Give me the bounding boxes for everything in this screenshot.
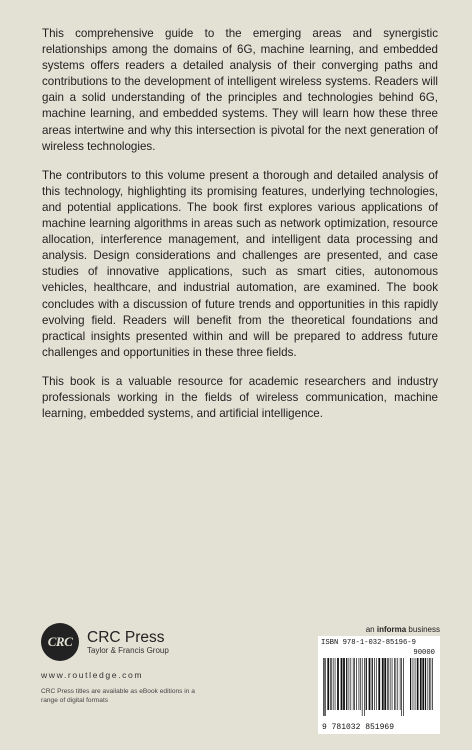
barcode-bar xyxy=(364,658,365,716)
barcode-bar xyxy=(359,658,360,710)
barcode-bar xyxy=(420,658,422,710)
barcode-bar xyxy=(428,658,429,710)
barcode-bar xyxy=(378,658,380,710)
barcode-bar xyxy=(382,658,384,710)
barcode xyxy=(318,636,440,734)
barcode-bar xyxy=(327,658,329,710)
barcode-bar xyxy=(401,658,402,716)
back-cover-blurb xyxy=(42,26,438,435)
barcode-bar xyxy=(330,658,331,710)
barcode-bar xyxy=(333,658,334,710)
barcode-bars xyxy=(322,658,436,718)
blurb-paragraph: The contributors to this volume present a thorough and detailed analysis of this technology, highlighting its promising features, underlying technologies, and potential applications. The book first explores various applications of machine learning algorithms in areas such as network optimization, resource allocation, interference management, and intelligent data processing and analysis. Design considerations and challenges are presented, and case studies of innovative applications, such as smart cities, autonomous vehicles, healthcare, and industrial automation, are examined. The book concludes with a discussion of future trends and opportunities in this rapidly evolving field. Readers will benefit from the theoretical foundations and practical insights presented within and will be prepared to address future challenges and opportunities in these three fields. xyxy=(42,168,438,359)
publisher-group: Taylor & Francis Group xyxy=(87,645,169,655)
barcode-bar xyxy=(403,658,404,716)
barcode-bar xyxy=(366,658,367,710)
barcode-bar xyxy=(353,658,354,710)
barcode-bar xyxy=(432,658,433,710)
barcode-bar xyxy=(349,658,350,710)
barcode-bar xyxy=(384,658,386,710)
barcode-bar xyxy=(400,658,401,710)
barcode-bar xyxy=(323,658,324,716)
barcode-bar xyxy=(354,658,355,710)
barcode-bar xyxy=(410,658,411,710)
barcode-bar xyxy=(394,658,395,710)
barcode-bar xyxy=(431,658,432,710)
publisher-block xyxy=(41,623,261,705)
barcode-bar xyxy=(422,658,424,710)
barcode-bar xyxy=(397,658,398,710)
barcode-bar xyxy=(343,658,345,710)
isbn-text: ISBN 978-1-032-85196-9 xyxy=(321,639,416,647)
barcode-bar xyxy=(341,658,343,710)
crc-logo: CRC xyxy=(41,623,79,661)
barcode-bar xyxy=(425,658,426,710)
barcode-bar xyxy=(337,658,339,710)
ebook-note: CRC Press titles are available as eBook editions in a range of digital formats xyxy=(41,688,195,704)
price-addon: 90000 xyxy=(413,649,435,657)
barcode-bar xyxy=(362,658,363,716)
barcode-bar xyxy=(360,658,361,710)
barcode-bar xyxy=(396,658,397,710)
publisher-url: www.routledge.com xyxy=(41,670,144,680)
barcode-bar xyxy=(413,658,414,710)
blurb-paragraph: This book is a valuable resource for academic researchers and industry professionals working in the fields of wireless communication, machine learning, embedded systems, and artificial intelligence. xyxy=(42,374,438,421)
barcode-block xyxy=(318,624,440,734)
barcode-bar xyxy=(374,658,375,710)
barcode-bar xyxy=(376,658,377,710)
ean-digits: 9 781032 851969 xyxy=(322,723,395,732)
blurb-paragraph: This comprehensive guide to the emerging areas and synergistic relationships among the domains of 6G, machine learning, and embedded systems offers readers a detailed analysis of their converging paths and contributions to the development of intelligent wireless systems. Readers will gain a solid understanding of the principles and technologies behind 6G, machine learning, and embedded systems. They will learn how these three areas intertwine and why this intersection is pivotal for the next generation of wireless technologies. xyxy=(42,27,438,153)
barcode-bar xyxy=(390,658,391,710)
barcode-bar xyxy=(372,658,373,710)
barcode-bar xyxy=(417,658,419,710)
informa-business-label: an informa business xyxy=(365,625,440,634)
barcode-bar xyxy=(429,658,430,710)
barcode-bar xyxy=(324,658,325,716)
barcode-bar xyxy=(356,658,357,710)
barcode-bar xyxy=(350,658,351,710)
barcode-bar xyxy=(415,658,416,710)
barcode-bar xyxy=(335,658,336,710)
publisher-name: CRC Press xyxy=(87,628,165,646)
barcode-bar xyxy=(392,658,393,710)
barcode-bar xyxy=(369,658,371,710)
barcode-bar xyxy=(387,658,388,710)
barcode-bar xyxy=(346,658,347,710)
